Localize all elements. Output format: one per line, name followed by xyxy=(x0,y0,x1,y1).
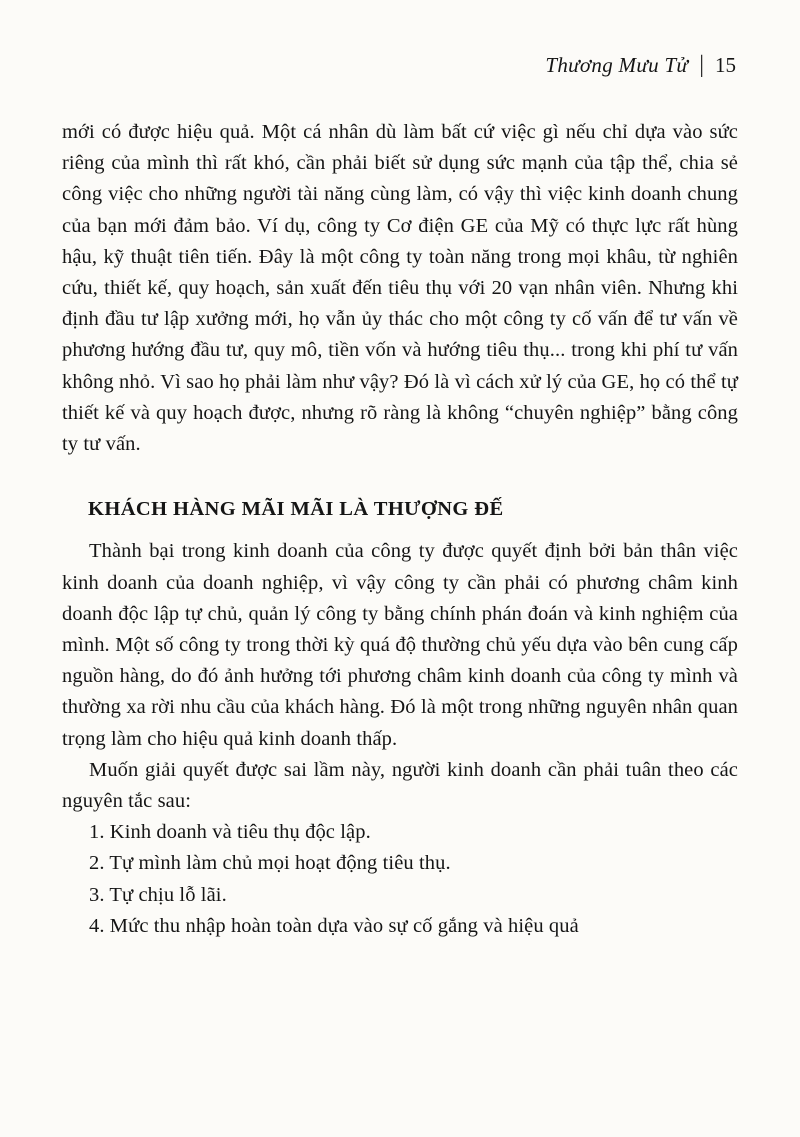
running-head-title: Thương Mưu Tử xyxy=(545,53,689,77)
list-item: 4. Mức thu nhập hoàn toàn dựa vào sự cố gắng và hiệu quả xyxy=(89,914,579,937)
section-heading: KHÁCH HÀNG MÃI MÃI LÀ THƯỢNG ĐẾ xyxy=(88,498,504,521)
paragraph: Muốn giải quyết được sai lầm này, người kinh doanh cần phải tuân theo các nguyên tắc sau: xyxy=(62,758,738,813)
list-item: 1. Kinh doanh và tiêu thụ độc lập. xyxy=(89,821,371,844)
list-item: 2. Tự mình làm chủ mọi hoạt động tiêu thụ. xyxy=(89,852,451,875)
page-body xyxy=(62,117,738,942)
paragraph-continuation: mới có được hiệu quả. Một cá nhân dù làm bất cứ việc gì nếu chỉ dựa vào sức riêng của mình thì rất khó, cần phải biết sử dụng sức mạnh của tập thể, chia sẻ công việc cho những người tài năng cùng làm, có vậy thì việc kinh doanh chung của bạn mới đảm bảo. Ví dụ, công ty Cơ điện GE của Mỹ có thực lực rất hùng hậu, kỹ thuật tiên tiến. Đây là một công ty toàn năng trong mọi khâu, từ nghiên cứu, thiết kế, quy hoạch, sản xuất đến tiêu thụ với 20 vạn nhân viên. Nhưng khi định đầu tư lập xưởng mới, họ vẫn ủy thác cho một công ty cố vấn để tư vấn về phương hướng đầu tư, quy mô, tiền vốn và hướng tiêu thụ... trong khi phí tư vấn không nhỏ. Vì sao họ phải làm như vậy? Đó là vì cách xử lý của GE, họ có thể tự thiết kế và quy hoạch được, nhưng rõ ràng là không “chuyên nghiệp” bằng công ty tư vấn. xyxy=(62,121,738,456)
running-header xyxy=(62,52,738,79)
paragraph: Thành bại trong kinh doanh của công ty được quyết định bởi bản thân việc kinh doanh của doanh nghiệp, vì vậy công ty cần phải có phương châm kinh doanh độc lập tự chủ, quản lý công ty bằng chính phán đoán và kinh nghiệm của mình. Một số công ty trong thời kỳ quá độ thường chủ yếu dựa vào bên cung cấp nguồn hàng, do đó ảnh hưởng tới phương châm kinh doanh của công ty mình và thường xa rời nhu cầu của khách hàng. Đó là một trong những nguyên nhân quan trọng làm cho hiệu quả kinh doanh thấp. xyxy=(62,540,738,750)
page-number: 15 xyxy=(715,53,736,77)
header-separator: | xyxy=(699,52,704,78)
list-item: 3. Tự chịu lỗ lãi. xyxy=(89,883,227,906)
